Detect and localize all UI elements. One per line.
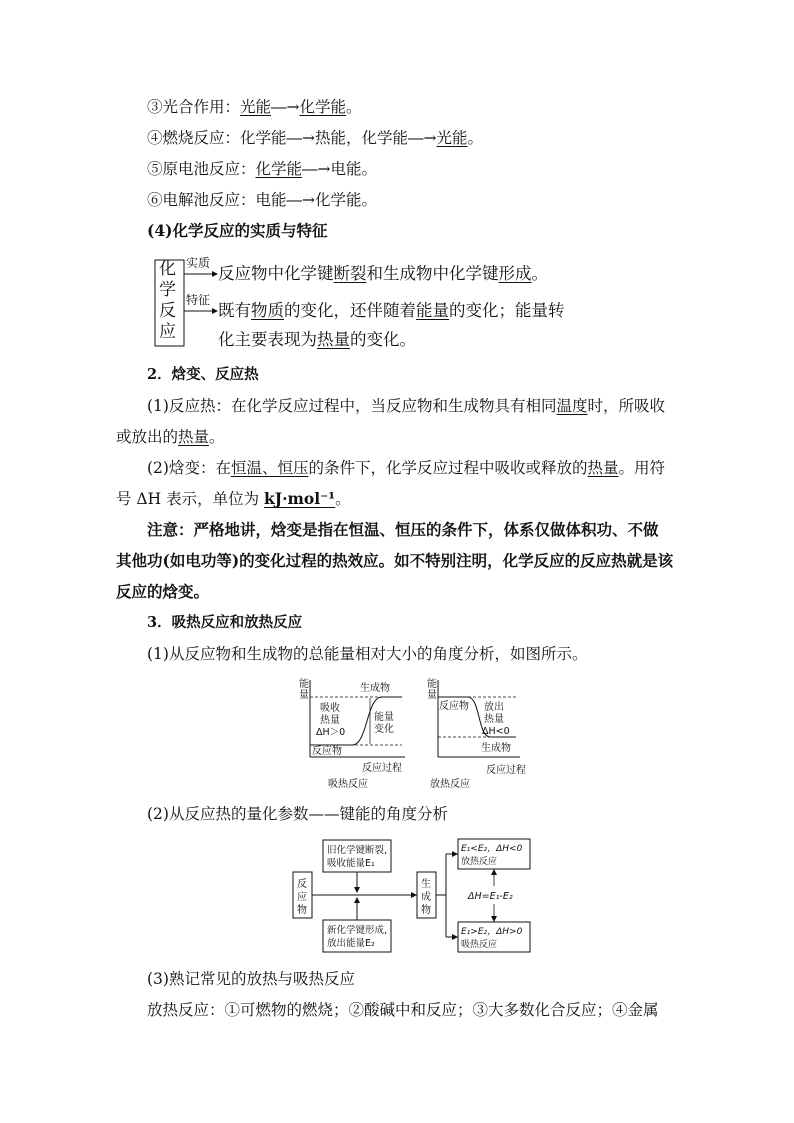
text: 。: [531, 264, 548, 283]
tag-feature: 特征: [186, 293, 211, 307]
change-label: 能量: [374, 712, 394, 723]
char: 反: [159, 301, 176, 321]
answer-form: 形成: [498, 264, 532, 283]
release-label: 热量: [484, 714, 504, 725]
arrow: ―→: [271, 98, 300, 116]
subheading-essence: (4)化学反应的实质与特征: [147, 221, 328, 240]
line-combustion: [147, 127, 483, 149]
answer-temperature: 温度: [556, 397, 588, 415]
char: 应: [159, 322, 176, 342]
essence-row2: [218, 299, 565, 323]
absorb-label: 吸收: [320, 703, 340, 714]
line-electrolysis: ⑥电解池反应：电能―→化学能。: [147, 191, 377, 209]
answer-heat: 热量: [317, 330, 350, 349]
release-label: 放出: [484, 702, 504, 713]
x-label: 反应过程: [486, 765, 526, 776]
y-label: 量: [299, 690, 309, 701]
text: 。: [346, 98, 362, 116]
absorb-label: 热量: [320, 715, 340, 726]
para-total-energy: (1)从反应物和生成物的总能量相对大小的角度分析，如图所示。: [147, 645, 588, 663]
char: 化: [159, 259, 176, 279]
arrow-head: [411, 892, 417, 898]
text: ④燃烧反应：化学能―→热能，化学能―→: [147, 129, 437, 147]
break-label: 旧化学键断裂，: [327, 845, 394, 856]
section-3-heading: 3．吸热反应和放热反应: [147, 614, 303, 631]
arrow-head: [452, 851, 458, 857]
para-memorize: (3)熟记常见的放热与吸热反应: [147, 970, 355, 988]
answer-matter: 物质: [251, 301, 284, 320]
tag-essence: 实质: [186, 256, 211, 270]
reactant-char: 物: [297, 905, 307, 916]
note-line-3: 反应的焓变。: [116, 582, 210, 601]
text: (1)反应热：在化学反应过程中，当反应物和生成物具有相同: [147, 397, 557, 415]
text: (2)焓变：在: [147, 459, 231, 477]
para-enthalpy-2: [116, 488, 351, 510]
note-line-2: 其他功(如电功等)的变化过程的热效应。如不特别注明，化学反应的反应热就是该: [116, 551, 674, 570]
reactant-char: 反: [297, 879, 307, 890]
answer-chemical-energy: 化学能: [299, 98, 347, 116]
y-label: 能: [427, 679, 437, 690]
product-char: 成: [421, 892, 431, 903]
product-label: 生成物: [481, 743, 511, 754]
endo-label: 吸热反应: [461, 940, 498, 950]
product-char: 物: [421, 905, 431, 916]
exo-condition: E₁<E₂，ΔH<0: [461, 844, 523, 854]
text: 的条件下，化学反应过程中吸收或释放的: [308, 459, 588, 477]
essence-row1: [218, 262, 548, 286]
text: 的变化。: [350, 330, 416, 349]
para-exothermic-list: 放热反应：①可燃物的燃烧；②酸碱中和反应；③大多数化合反应；④金属: [147, 1001, 659, 1019]
char: 学: [159, 280, 176, 300]
x-label: 反应过程: [362, 763, 402, 774]
arrow-head: [491, 869, 497, 875]
answer-light-energy: 光能: [240, 98, 272, 116]
text: 时，所吸收: [587, 397, 665, 415]
y-label: 能: [299, 679, 309, 690]
delta-h-formula: ΔH=E₁-E₂: [468, 891, 513, 902]
energy-diagrams: [280, 674, 540, 792]
answer-constant-tp: 恒温、恒压: [230, 459, 309, 477]
answer-chemical-energy: 化学能: [255, 160, 303, 178]
text: 。用符: [618, 459, 666, 477]
text: 反应物中化学键: [218, 264, 334, 283]
section-2-heading: 2．焓变、反应热: [147, 366, 259, 383]
answer-break: 断裂: [333, 264, 367, 283]
text: 化主要表现为: [218, 330, 317, 349]
reactant-char: 应: [297, 892, 307, 903]
text: 和生成物中化学键: [366, 264, 499, 283]
text: 既有: [218, 301, 251, 320]
para-reaction-heat-2: [116, 426, 225, 448]
answer-energy: 能量: [416, 301, 449, 320]
exothermic-diagram: [427, 677, 526, 790]
text: ⑤原电池反应：: [147, 160, 256, 178]
change-label: 变化: [374, 724, 394, 735]
delta-h-label: ΔH＞0: [316, 727, 346, 738]
note-line-1: 注意：严格地讲，焓变是指在恒温、恒压的条件下，体系仅做体积功、不做: [147, 520, 659, 539]
reactant-label: 反应物: [439, 701, 469, 712]
y-label: 量: [427, 690, 437, 701]
text: 。: [209, 428, 225, 446]
para-reaction-heat-1: [147, 395, 665, 417]
arrow-head: [354, 887, 360, 893]
text: ③光合作用：: [147, 98, 241, 116]
form-label: 新化学键形成，: [327, 925, 394, 936]
line-photosynthesis: [147, 96, 362, 118]
caption: 放热反应: [430, 779, 470, 790]
box-label: [159, 259, 176, 343]
break-label: 吸收能量E₁: [327, 858, 375, 869]
product-char: 生: [421, 879, 431, 890]
arrow-head: [354, 897, 360, 903]
answer-heat: 热量: [178, 428, 210, 446]
exo-label: 放热反应: [461, 857, 498, 867]
reactant-label: 反应物: [312, 746, 342, 757]
line-galvanic: [147, 158, 377, 180]
text: 。: [467, 129, 484, 147]
answer-unit: kJ·mol⁻¹: [264, 489, 336, 508]
arrow-head: [491, 916, 497, 922]
essence-diagram: [150, 256, 610, 352]
delta-h-label: ΔH<0: [482, 726, 510, 737]
answer-heat: 热量: [587, 459, 619, 477]
endo-condition: E₁>E₂，ΔH>0: [461, 927, 523, 937]
text: 的变化；能量转: [449, 301, 565, 320]
essence-row3: [218, 328, 416, 352]
text: 的变化，还伴随着: [284, 301, 416, 320]
text: ―→电能。: [302, 160, 378, 178]
form-label: 放出能量E₂: [327, 938, 375, 949]
text: 号 ΔH 表示，单位为: [116, 490, 264, 508]
text: 。: [335, 490, 351, 508]
para-enthalpy-1: [147, 457, 665, 479]
answer-light-energy: 光能: [436, 129, 468, 147]
caption: 吸热反应: [328, 779, 368, 790]
bond-energy-diagram: [290, 834, 540, 956]
para-bond-energy: (2)从反应热的量化参数——键能的角度分析: [147, 805, 448, 823]
text: 或放出的: [116, 428, 179, 446]
arrow-head: [452, 934, 458, 940]
product-label: 生成物: [360, 683, 390, 694]
endothermic-diagram: [299, 677, 405, 790]
